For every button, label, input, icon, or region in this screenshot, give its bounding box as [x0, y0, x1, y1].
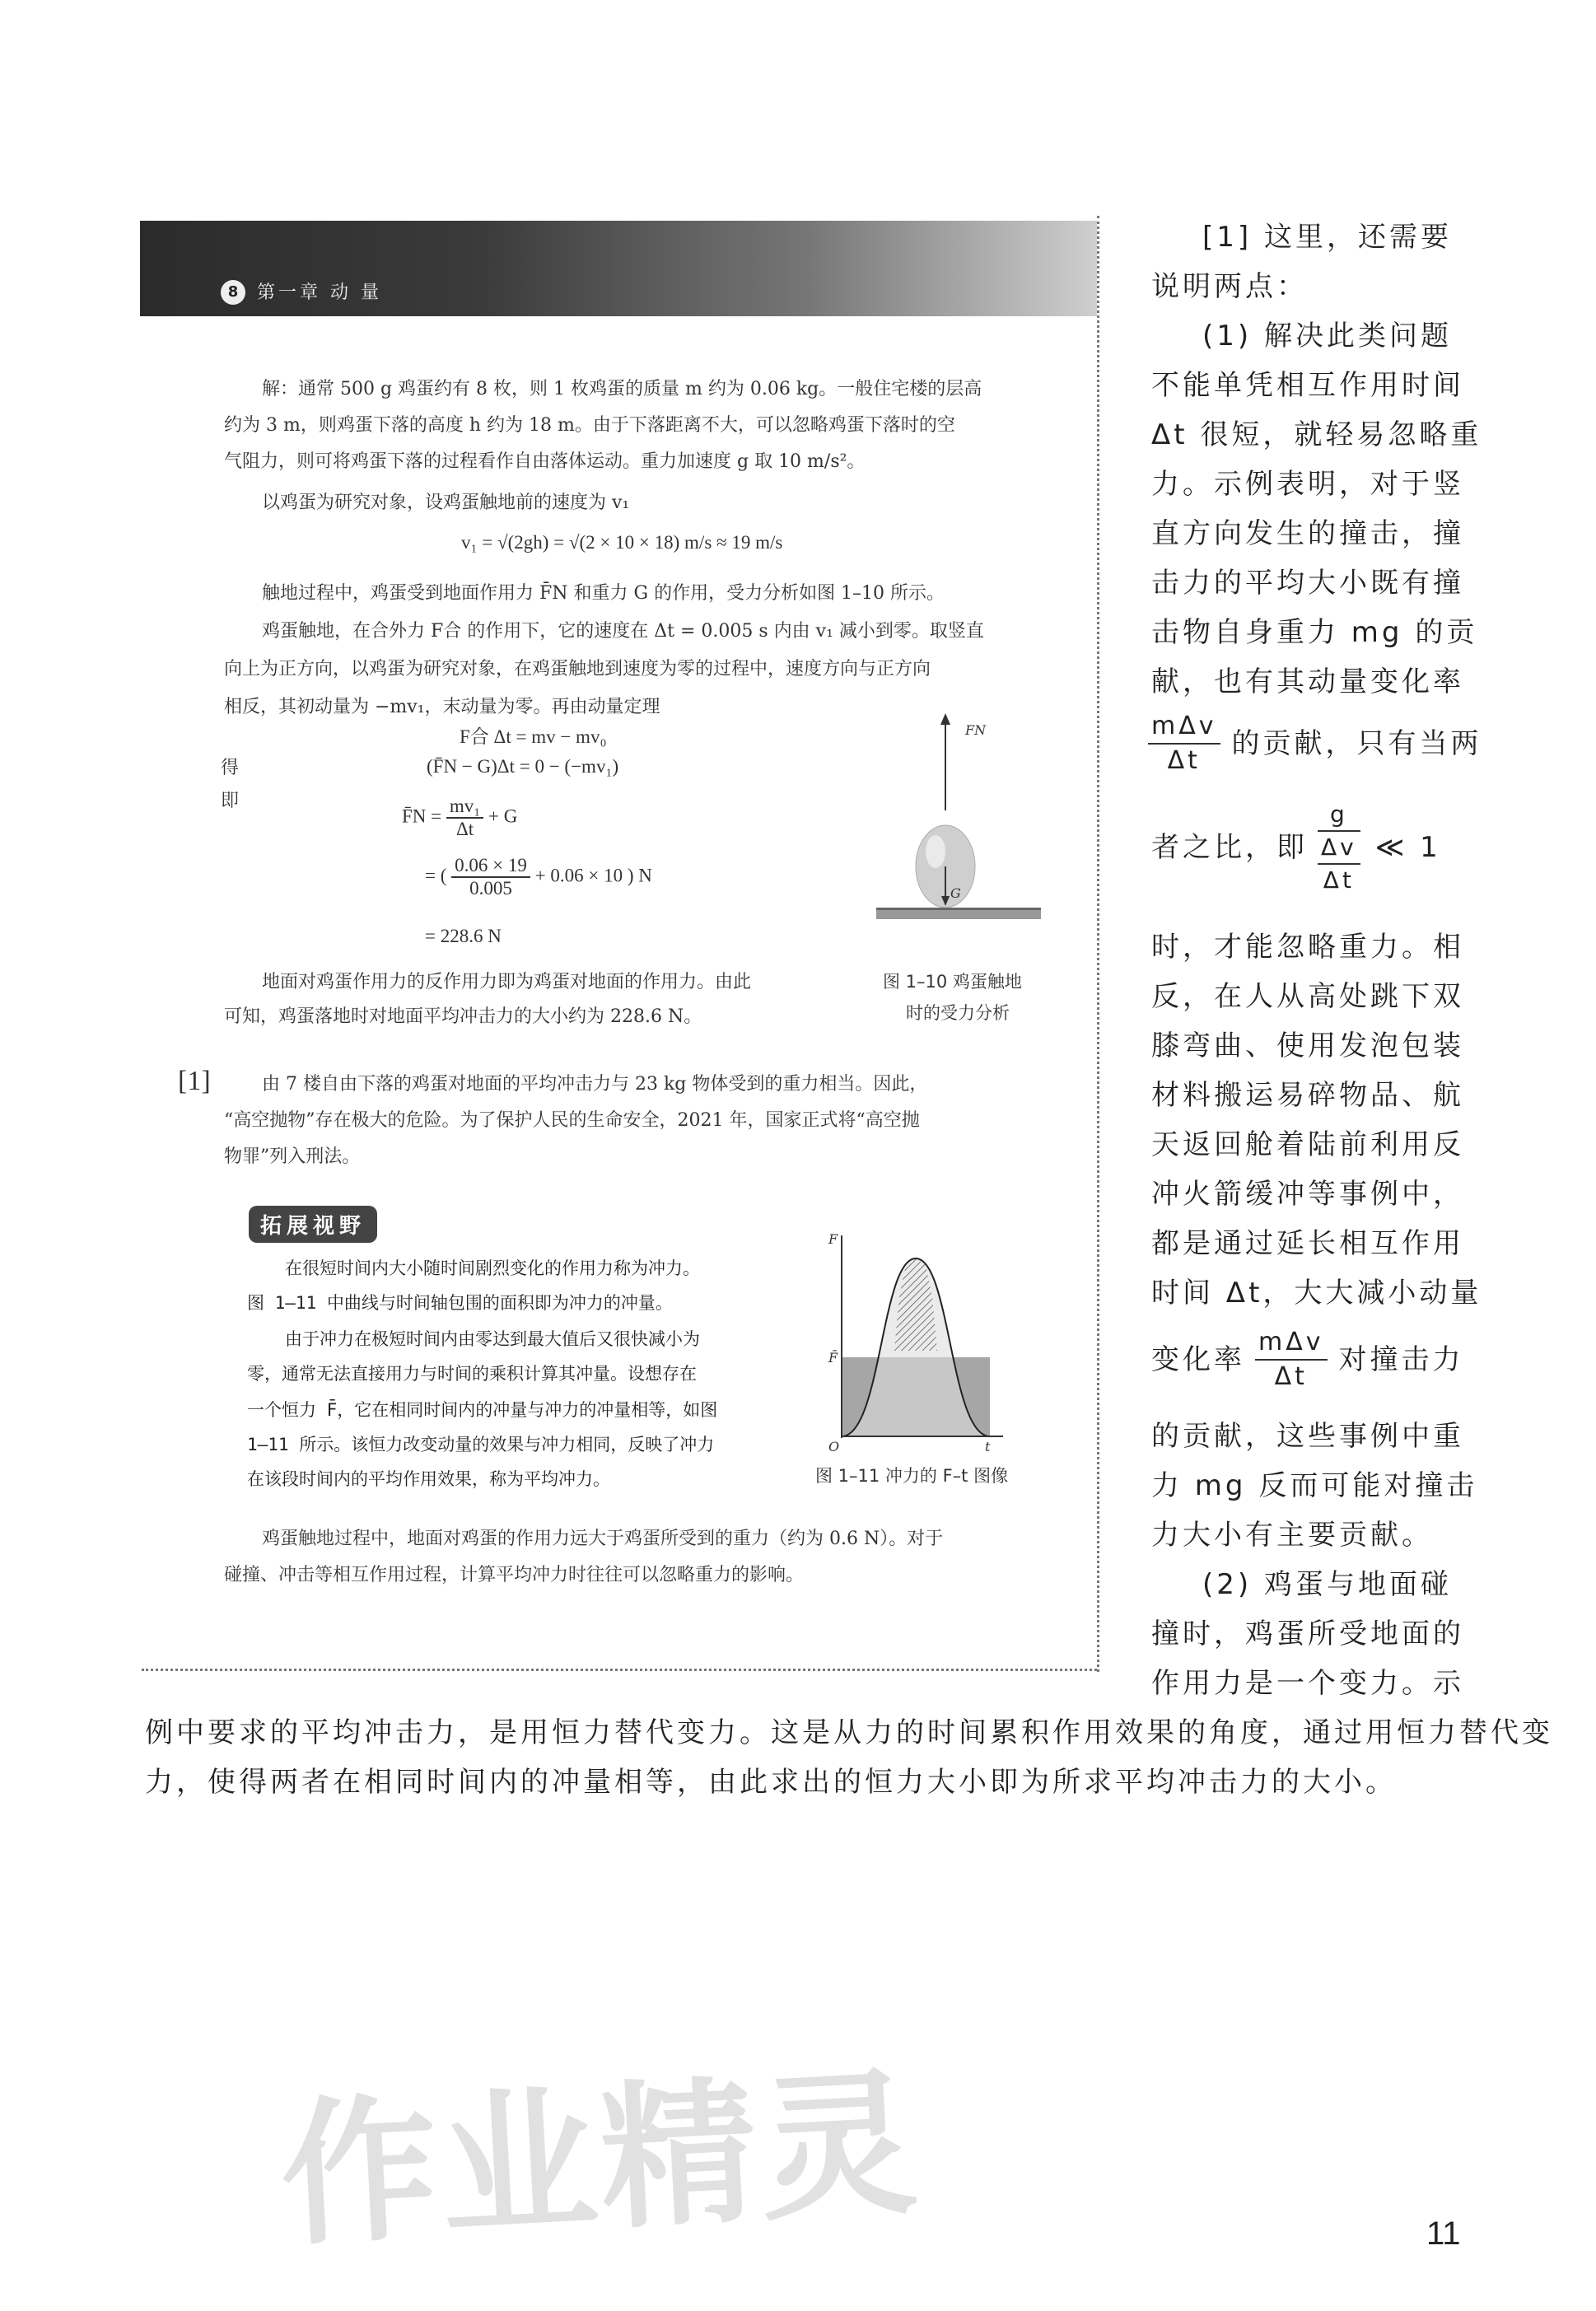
- equation-momentum-theorem: F合 Δt = mv − mv₀: [460, 726, 607, 747]
- extension-line: 在该段时间内的平均作用效果，称为平均冲力。: [247, 1469, 610, 1489]
- ratio-mid: Δv: [1318, 832, 1360, 865]
- eq4-fraction: [451, 855, 530, 899]
- side-note-line: 都是通过延长相互作用: [1151, 1227, 1464, 1260]
- side-note-line: [1] 这里，还需要: [1202, 221, 1452, 254]
- solution-line: 地面对鸡蛋作用力的反作用力即为鸡蛋对地面的作用力。由此: [262, 972, 752, 992]
- closing-line: 鸡蛋触地过程中，地面对鸡蛋的作用力远大于鸡蛋所受到的重力（约为 0.6 N）。对于: [262, 1529, 944, 1549]
- eq4-pre: = (: [425, 865, 447, 886]
- note-line: “高空抛物”存在极大的危险。为了保护人民的生命安全，2021 年，国家正式将“高空抛: [224, 1110, 920, 1131]
- side-note-line: 直方向发生的撞击，撞: [1151, 517, 1464, 550]
- eq3-numerator: mv₁: [446, 796, 483, 819]
- rate-denominator-2: Δt: [1274, 1362, 1308, 1391]
- rate-numerator-2: mΔv: [1255, 1326, 1328, 1361]
- vertical-dotted-divider: [1097, 216, 1099, 1672]
- eq3-lhs: F̄N =: [402, 805, 442, 827]
- side-note-line: 材料搬运易碎物品、航: [1151, 1079, 1464, 1112]
- label-ji: 即: [221, 791, 240, 811]
- rate-fraction-2: [1255, 1326, 1328, 1394]
- note-line: 由 7 楼自由下落的鸡蛋对地面的平均冲击力与 23 kg 物体受到的重力相当。因此，: [262, 1074, 928, 1095]
- eq3-denominator: Δt: [455, 819, 474, 839]
- ground-surface: [876, 909, 1041, 919]
- side-note-line: 时，才能忽略重力。相: [1151, 931, 1464, 964]
- extension-line: 图 1–11 中曲线与时间轴包围的面积即为冲力的冲量。: [247, 1293, 673, 1313]
- g-label: G: [950, 885, 961, 901]
- book-page-badge: 8: [221, 280, 245, 305]
- eq3-rest: + G: [488, 805, 518, 827]
- extension-line: 一个恒力 F̄，它在相同时间内的冲量与冲力的冲量相等，如图: [247, 1400, 718, 1420]
- side-note-line: 击力的平均大小既有撞: [1151, 567, 1464, 600]
- equation-fn-solved: [402, 796, 517, 840]
- side-note-fraction-line: [1148, 710, 1482, 777]
- figure-egg-force-diagram: [873, 712, 1054, 950]
- normal-force-arrowhead: [940, 713, 950, 725]
- side-note-rate-tail: 对撞击力: [1338, 1343, 1464, 1376]
- side-note-line: 天返回舱着陆前利用反: [1151, 1128, 1464, 1161]
- side-note-line: 时间 Δt，大大减小动量: [1151, 1277, 1482, 1310]
- side-note-line: 撞时，鸡蛋所受地面的: [1151, 1618, 1464, 1650]
- rate-numerator: mΔv: [1148, 710, 1220, 745]
- side-note-ratio-line: [1151, 799, 1441, 896]
- side-note-line: (1) 解决此类问题: [1202, 320, 1452, 352]
- ratio-numerator: g: [1318, 799, 1360, 832]
- side-note-line: 献，也有其动量变化率: [1151, 665, 1464, 698]
- fbar-label: F̄: [828, 1350, 838, 1366]
- solution-line: 解：通常 500 g 鸡蛋约有 8 枚，则 1 枚鸡蛋的质量 m 约为 0.06 kg。一般住宅楼的层高: [262, 379, 982, 399]
- ratio-denominator: Δt: [1323, 866, 1355, 894]
- side-note-line: 力 mg 反而可能对撞击: [1151, 1469, 1478, 1502]
- side-note-line: 力大小有主要贡献。: [1151, 1519, 1433, 1552]
- rate-denominator: Δt: [1167, 746, 1201, 775]
- side-note-line: 不能单凭相互作用时间: [1151, 369, 1464, 402]
- figure-1-10-caption: 图 1–10 鸡蛋触地: [883, 972, 1022, 992]
- chapter-title: 第一章 动 量: [257, 282, 382, 303]
- egg-highlight: [926, 835, 945, 868]
- extension-section-title: 拓展视野: [249, 1206, 377, 1243]
- solution-line: 触地过程中，鸡蛋受到地面作用力 F̄N 和重力 G 的作用，受力分析如图 1–10 所示。: [262, 583, 945, 604]
- equation-v1: v₁ = √(2gh) = √(2 × 10 × 18) m/s ≈ 19 m/s: [461, 532, 783, 553]
- solution-line: 向上为正方向，以鸡蛋为研究对象，在鸡蛋触地到速度为零的过程中，速度方向与正方向: [224, 659, 931, 679]
- side-note-line: 冲火箭缓冲等事例中，: [1151, 1178, 1464, 1211]
- side-note-line: 说明两点：: [1151, 270, 1308, 303]
- t-axis-label: t: [985, 1439, 991, 1454]
- side-note-line: 作用力是一个变力。示: [1151, 1667, 1464, 1700]
- fn-label: FN: [965, 722, 987, 738]
- side-note-line: Δt 很短，就轻易忽略重: [1151, 418, 1482, 451]
- equation-numeric: [425, 855, 652, 899]
- watermark-text: 作业精灵: [276, 2052, 925, 2268]
- side-note-line: 击物自身重力 mg 的贡: [1151, 616, 1478, 649]
- side-note-line: 反，在人从高处跳下双: [1151, 980, 1464, 1013]
- figure-1-11-caption: 图 1–11 冲力的 F–t 图像: [815, 1466, 1009, 1486]
- extension-line: 由于冲力在极短时间内由零达到最大值后又很快减小为: [285, 1329, 700, 1349]
- side-note-line: 的贡献，这些事例中重: [1151, 1420, 1464, 1453]
- side-note-rate-pre: 变化率: [1151, 1343, 1245, 1376]
- side-note-fraction-line: [1151, 1326, 1464, 1394]
- note-marker: [1]: [178, 1066, 211, 1096]
- side-note-tail: 的贡献，只有当两: [1231, 727, 1482, 760]
- eq4-rest: + 0.06 × 10 ) N: [534, 865, 652, 886]
- side-note-wide-line: 力，使得两者在相同时间内的冲量相等，由此求出的恒力大小即为所求平均冲击力的大小。: [145, 1766, 1397, 1799]
- equation-result: = 228.6 N: [425, 926, 502, 946]
- f-axis-label: F: [828, 1231, 838, 1247]
- side-note-ratio-pre: 者之比，即: [1151, 831, 1308, 864]
- ratio-fraction: [1318, 799, 1360, 896]
- horizontal-dotted-divider: [142, 1669, 1097, 1671]
- closing-line: 碰撞、冲击等相互作用过程，计算平均冲力时往往可以忽略重力的影响。: [224, 1565, 805, 1585]
- solution-line: 气阻力，则可将鸡蛋下落的过程看作自由落体运动。重力加速度 g 取 10 m/s²。: [224, 451, 866, 472]
- extension-line: 零，通常无法直接用力与时间的乘积计算其冲量。设想存在: [247, 1364, 697, 1384]
- side-note-ratio-tail: ≪ 1: [1374, 831, 1441, 864]
- eq4-numerator: 0.06 × 19: [451, 855, 530, 878]
- eq3-fraction: [446, 796, 483, 840]
- solution-line: 约为 3 m，则鸡蛋下落的高度 h 约为 18 m。由于下落距离不大，可以忽略鸡蛋下落时的空: [224, 415, 955, 436]
- ground-edge: [876, 908, 1041, 910]
- solution-line: 相反，其初动量为 −mv₁，末动量为零。再由动量定理: [224, 697, 660, 717]
- origin-label: O: [828, 1439, 840, 1454]
- note-line: 物罪”列入刑法。: [224, 1146, 361, 1167]
- label-de: 得: [221, 758, 240, 778]
- page-number: 11: [1426, 2215, 1461, 2252]
- rate-fraction: [1148, 710, 1220, 777]
- equation-substituted: (F̄N − G)Δt = 0 − (−mv₁): [427, 756, 619, 777]
- figure-impulse-ft-graph: [824, 1226, 1013, 1456]
- solution-line: 以鸡蛋为研究对象，设鸡蛋触地前的速度为 v₁: [262, 493, 630, 513]
- side-note-line: 力。示例表明，对于竖: [1151, 468, 1464, 501]
- side-note-line: 膝弯曲、使用发泡包装: [1151, 1029, 1464, 1062]
- side-note-wide-line: 例中要求的平均冲击力，是用恒力替代变力。这是从力的时间累积作用效果的角度，通过用恒力替代变: [145, 1716, 1553, 1749]
- solution-line: 鸡蛋触地，在合外力 F合 的作用下，它的速度在 Δt = 0.005 s 内由 v₁ 减小到零。取竖直: [262, 621, 984, 642]
- side-note-line: (2) 鸡蛋与地面碰: [1202, 1568, 1452, 1601]
- extension-line: 在很短时间内大小随时间剧烈变化的作用力称为冲力。: [285, 1258, 700, 1278]
- watermark-logo: [274, 2018, 924, 2276]
- extension-line: 1–11 所示。该恒力改变动量的效果与冲力相同，反映了冲力: [247, 1435, 715, 1454]
- solution-line: 可知，鸡蛋落地时对地面平均冲击力的大小约为 228.6 N。: [224, 1006, 702, 1027]
- figure-1-10-caption: 时的受力分析: [906, 1003, 1010, 1023]
- eq4-denominator: 0.005: [469, 878, 512, 899]
